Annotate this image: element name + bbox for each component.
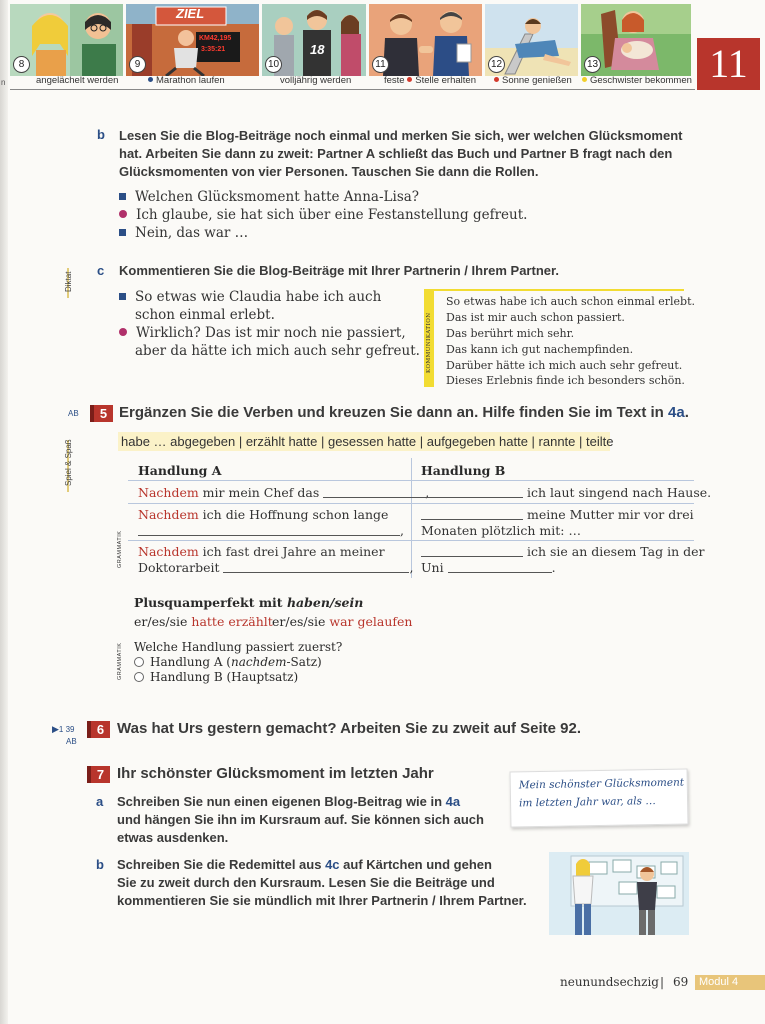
kommunikation-rule: [434, 289, 684, 291]
option-handlung-a[interactable]: Handlung A (nachdem-Satz): [134, 655, 322, 669]
note-line: Mein schönster Glücksmoment: [518, 776, 685, 792]
grammatik-label: GRAMMATIK: [117, 530, 123, 568]
row2-handlung-a-cont: ,: [138, 523, 404, 538]
answer-blank[interactable]: [421, 545, 523, 557]
question: Welche Handlung passiert zuerst?: [134, 640, 343, 654]
verb-bank: habe … abgegeben | erzählt hatte | gesessen hatte | aufgegeben hatte | rannte | teilte: [118, 432, 610, 451]
row1-handlung-a: Nachdem mir mein Chef das ,: [138, 485, 430, 500]
plusquamperfekt-title: Plusquamperfekt mit haben/sein: [134, 595, 364, 610]
bullet-dot-icon: [494, 77, 499, 82]
grammatik-label: GRAMMATIK: [117, 642, 123, 680]
picture-number: 13: [584, 56, 601, 73]
phrase: So etwas habe ich auch schon einmal erlebt.: [446, 295, 695, 308]
caption-divider: [10, 89, 695, 90]
exercise-letter: a: [96, 794, 104, 809]
row1-handlung-b: ich laut singend nach Hause.: [421, 485, 711, 500]
caption-10: volljährig werden: [280, 75, 352, 86]
dialogue-4b: [119, 188, 527, 242]
goal-sign: ZIEL: [176, 6, 205, 21]
round-bullet-icon: [119, 328, 127, 336]
phrase: Dieses Erlebnis finde ich besonders schön.: [446, 374, 685, 387]
side-tag-spiel: Spiel & Spaß: [64, 439, 73, 486]
chapter-number: 11: [697, 38, 760, 90]
workbook-label: AB: [68, 409, 79, 418]
bullet-dot-icon: [148, 77, 153, 82]
plusquamperfekt-example-1: er/es/sie hatte erzählt: [134, 614, 273, 629]
picture-9: [126, 4, 259, 76]
column-header-a: Handlung A: [138, 463, 222, 478]
shirt-number: 18: [310, 42, 325, 57]
note-line: im letzten Jahr war, als …: [518, 795, 656, 810]
picture-8: [10, 4, 123, 76]
caption-8: angelächelt werden: [36, 75, 119, 86]
scoreboard-time: 3:35:21: [201, 46, 226, 53]
radio-option-a[interactable]: [134, 657, 144, 667]
audio-track[interactable]: ▶1 39: [52, 724, 75, 734]
scoreboard-distance: KM42,195: [199, 35, 232, 42]
gutter-letter: n: [1, 78, 6, 87]
square-bullet-icon: [119, 229, 126, 236]
answer-blank[interactable]: [223, 561, 409, 573]
exercise-5-title: Ergänzen Sie die Verben und kreuzen Sie dann an. Hilfe finden Sie im Text in 4a.: [119, 404, 689, 421]
column-header-b: Handlung B: [421, 463, 506, 478]
round-bullet-icon: [119, 210, 127, 218]
exercise-letter: b: [96, 857, 104, 872]
row3-handlung-a-cont: Doktorarbeit ,: [138, 560, 414, 575]
picture-number: 11: [372, 56, 389, 73]
kommunikation-label: KOMMUNIKATION: [426, 312, 432, 373]
side-tag-diktat: Diktat: [64, 271, 73, 292]
picture-captions: [10, 75, 695, 89]
radio-option-b[interactable]: [134, 672, 144, 682]
square-bullet-icon: [119, 293, 126, 300]
exercise-4b-instruction: Lesen Sie die Blog-Beiträge noch einmal und merken Sie sich, wer welchen Glücksmoment hat. Arbeiten Sie dann zu zweit: Partner A schließt das Buch und Partner B fragt nach den Glücksmomenten von vier Personen. Tauschen Sie dann die Rollen.: [119, 128, 683, 179]
caption-9: Marathon laufen: [148, 75, 225, 86]
answer-blank[interactable]: [448, 561, 552, 573]
phrase: Das berührt mich sehr.: [446, 327, 575, 340]
page-number: 69: [673, 975, 689, 989]
row2-handlung-b-cont: Monaten plötzlich mit: …: [421, 523, 581, 538]
exercise-letter: c: [97, 263, 105, 278]
picture-12: [485, 4, 578, 76]
picture-number: 12: [488, 56, 505, 73]
answer-blank[interactable]: [421, 486, 523, 498]
dialogue-line: Ich glaube, sie hat sich über eine Festanstellung gefreut.: [119, 206, 527, 224]
exercise-4c-instruction: Kommentieren Sie die Blog-Beiträge mit Ihrer Partnerin / Ihrem Partner.: [119, 263, 559, 278]
option-handlung-b[interactable]: Handlung B (Hauptsatz): [134, 670, 298, 684]
row3-handlung-b-cont: Uni .: [421, 560, 556, 575]
row3-handlung-b: ich sie an diesem Tag in der: [421, 544, 704, 559]
plusquamperfekt-example-2: er/es/sie war gelaufen: [272, 614, 413, 629]
picture-10: [262, 4, 366, 76]
picture-number: 9: [129, 56, 146, 73]
exercise-6-title: Was hat Urs gestern gemacht? Arbeiten Sie zu zweit auf Seite 92.: [117, 720, 582, 737]
exercise-letter: b: [97, 127, 105, 142]
caption-13: Geschwister bekommen: [582, 75, 692, 86]
answer-blank[interactable]: [323, 486, 425, 498]
picture-11: [369, 4, 482, 76]
dialogue-4c: So etwas wie Claudia habe ich auch schon einmal erlebt. Wirklich? Das ist mir noch nie passiert, aber da hätte ich mich auch sehr gefreut.: [119, 288, 420, 360]
exercise-number: 7: [87, 766, 110, 783]
dialogue-line: Welchen Glücksmoment hatte Anna-Lisa?: [119, 188, 527, 206]
answer-blank[interactable]: [421, 508, 523, 520]
table-rule: [128, 540, 694, 541]
module-tab: Modul 4: [695, 975, 765, 990]
play-icon[interactable]: ▶: [52, 724, 59, 734]
exercise-7a-instruction: Schreiben Sie nun einen eigenen Blog-Beitrag wie in 4a und hängen Sie ihn im Kursraum auf. Sie können sich auch etwas ausdenken.: [117, 794, 484, 845]
row2-handlung-b: meine Mutter mir vor drei: [421, 507, 694, 522]
picture-strip: [10, 4, 695, 76]
page-gutter: [0, 0, 8, 1024]
picture-13: [581, 4, 691, 76]
classroom-illustration: [549, 852, 689, 935]
workbook-label: AB: [66, 737, 77, 746]
exercise-number: 6: [87, 721, 110, 738]
phrase: Darüber hätte ich mich auch sehr gefreut.: [446, 359, 683, 372]
footer-separator: |: [660, 975, 665, 989]
caption-11: feste Stelle erhalten: [384, 75, 476, 86]
caption-12: Sonne genießen: [494, 75, 572, 86]
exercise-number: 5: [90, 405, 113, 422]
picture-number: 8: [13, 56, 30, 73]
exercise-7-title: Ihr schönster Glücksmoment im letzten Jahr: [117, 765, 434, 782]
table-rule: [128, 503, 694, 504]
page-word: neunundsechzig: [560, 975, 659, 989]
bullet-dot-icon: [582, 77, 587, 82]
picture-number: 10: [265, 56, 282, 73]
phrase: Das kann ich gut nachempfinden.: [446, 343, 634, 356]
sticky-note-card: [510, 768, 689, 827]
square-bullet-icon: [119, 193, 126, 200]
phrase: Das ist mir auch schon passiert.: [446, 311, 625, 324]
kommunikation-box: [424, 289, 695, 387]
row2-handlung-a: Nachdem ich die Hoffnung schon lange: [138, 507, 389, 522]
exercise-7b-instruction: Schreiben Sie die Redemittel aus 4c auf Kärtchen und gehen Sie zu zweit durch den Kursraum. Lesen Sie die Beiträge und kommentieren Sie sie mündlich mit Ihrer Partnerin / Ihrem Partner.: [117, 857, 527, 908]
row3-handlung-a: Nachdem ich fast drei Jahre an meiner: [138, 544, 385, 559]
answer-blank[interactable]: [138, 524, 400, 536]
bullet-dot-icon: [407, 77, 412, 82]
dialogue-line: Nein, das war …: [119, 224, 527, 242]
